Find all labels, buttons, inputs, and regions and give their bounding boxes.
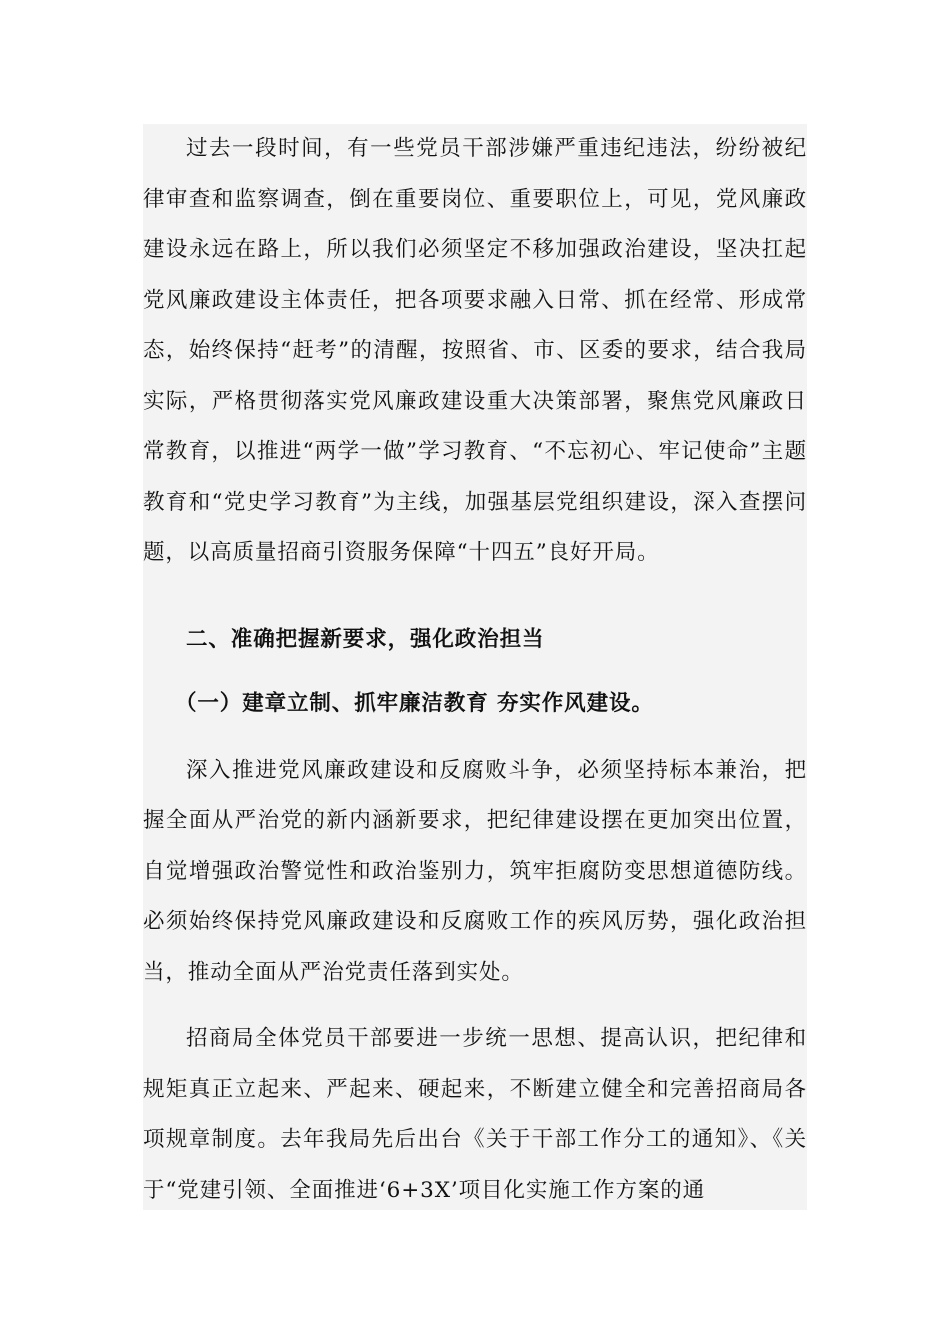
subsection-heading: （一）建章立制、抓牢廉洁教育 夯实作风建设。 xyxy=(175,691,654,716)
spacer xyxy=(143,665,807,679)
paragraph-regulations: 招商局全体党员干部要进一步统一思想、提高认识，把纪律和规矩真正立起来、严起来、硬起来，不断建立健全和完善招商局各项规章制度。去年我局先后出台《关于干部工作分工的通知》、《关于“党建引领、全面推进‘6+3X’项目化实施工作方案的通 xyxy=(143,1026,807,1203)
spacer xyxy=(143,730,807,746)
paragraph-discipline: 深入推进党风廉政建设和反腐败斗争，必须坚持标本兼治，把握全面从严治党的新内涵新要求，把纪律建设摆在更加突出位置，自觉增强政治警觉性和政治鉴别力，筑牢拒腐防变思想道德防线。必须始终保持党风廉政建设和反腐败工作的疾风厉势，强化政治担当，推动全面从严治党责任落到实处。 xyxy=(143,757,807,985)
spacer xyxy=(143,579,807,615)
spacer xyxy=(143,998,807,1014)
document-body xyxy=(143,124,807,1216)
section-heading: 二、准确把握新要求，强化政治担当 xyxy=(186,626,545,652)
paragraph-intro: 过去一段时间，有一些党员干部涉嫌严重违纪违法，纷纷被纪律审查和监察调查，倒在重要岗位、重要职位上，可见，党风廉政建设永远在路上，所以我们必须坚定不移加强政治建设，坚决扛起党风廉政建设主体责任，把各项要求融入日常、抓在经常、形成常态，始终保持“赶考”的清醒，按照省、市、区委的要求，结合我局实际，严格贯彻落实党风廉政建设重大决策部署，聚焦党风廉政日常教育，以推进“两学一做”学习教育、“不忘初心、牢记使命”主题教育和“党史学习教育”为主线，加强基层党组织建设，深入查摆问题，以高质量招商引资服务保障“十四五”良好开局。 xyxy=(143,136,807,565)
